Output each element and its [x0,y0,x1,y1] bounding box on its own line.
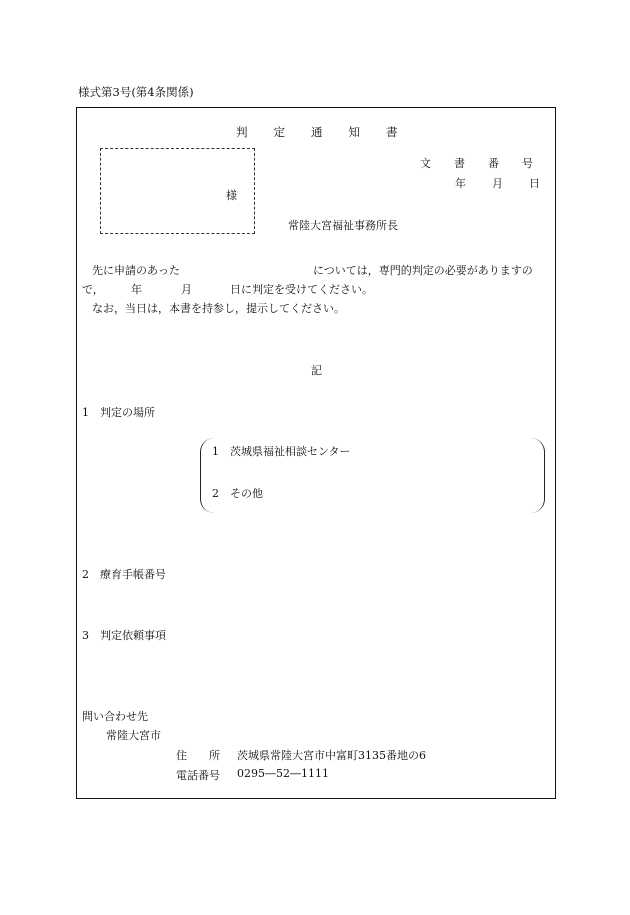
contact-city: 常陸大宮市 [106,729,161,742]
document-number-label: 文書番号 [420,157,556,170]
body-line2-year: 年 [131,283,142,296]
application-item-blank [202,262,307,276]
phone-label: 電話番号 [176,769,220,782]
address-value: 茨城県常陸大宮市中富町3135番地の6 [237,749,426,762]
body-line3: なお，当日は，本書を持参し，提示してください。 [92,302,345,315]
body-line2-month: 月 [181,283,192,296]
contact-heading: 問い合わせ先 [82,710,148,723]
issuer-name: 常陸大宮福祉事務所長 [288,219,398,232]
right-bracket [530,438,545,513]
body-line2-day: 日に判定を受けてください。 [230,283,373,296]
form-label: 様式第3号(第4条関係) [78,85,194,99]
document-title: 判定通知書 [236,125,424,139]
section-handbook-number: 2 療育手帳番号 [82,568,166,581]
location-option-2: 2 その他 [212,487,263,500]
address-label: 住所 [176,749,242,762]
section-location: 1 判定の場所 [82,406,155,419]
document-date-label: 年月日 [455,177,566,190]
ki-heading: 記 [311,364,322,377]
body-line2-start: で， [82,283,104,296]
body-line1-suffix: については，専門的判定の必要がありますの [313,264,533,277]
recipient-suffix: 様 [226,189,237,202]
location-option-1: 1 茨城県福祉相談センター [212,445,351,458]
phone-value: 0295―52―1111 [237,767,329,780]
section-request-items: 3 判定依頼事項 [82,629,166,642]
body-line1-prefix: 先に申請のあった [92,264,180,277]
